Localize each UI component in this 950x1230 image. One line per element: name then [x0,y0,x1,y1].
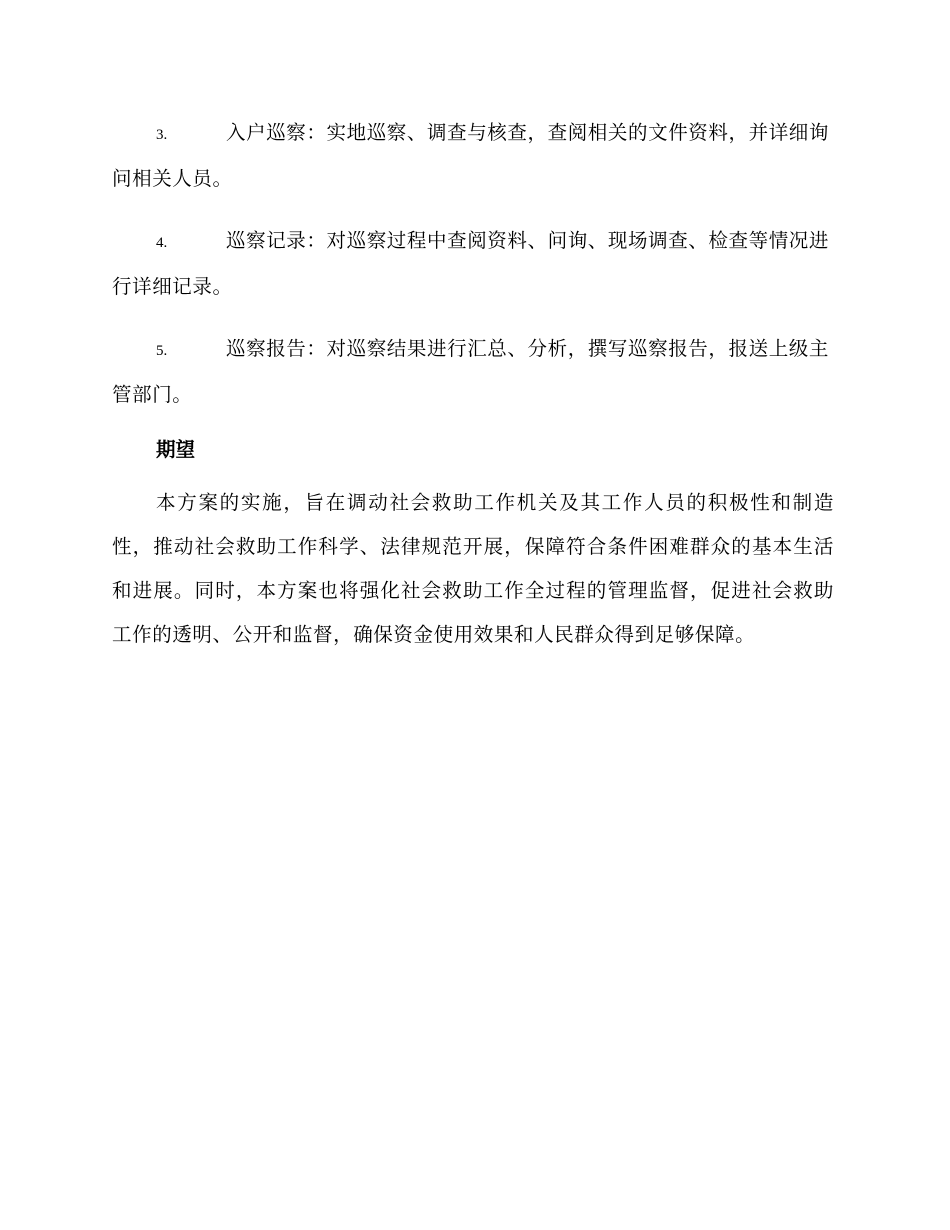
list-item-3 [112,111,834,201]
document-body [112,111,834,657]
list-text: 巡察记录：对巡察过程中查阅资料、问询、现场调查、检查等情况进行详细记录。 [112,229,830,298]
list-number: 5. [156,343,168,359]
section-heading: 期望 [156,438,196,461]
list-text: 巡察报告：对巡察结果进行汇总、分析，撰写巡察报告，报送上级主管部门。 [112,337,830,406]
list-text: 入户巡察：实地巡察、调查与核查，查阅相关的文件资料，并详细询问相关人员。 [112,121,830,190]
list-item-5 [112,327,834,417]
list-number: 4. [156,235,168,251]
section-paragraph: 本方案的实施，旨在调动社会救助工作机关及其工作人员的积极性和制造性，推动社会救助工作科学、法律规范开展，保障符合条件困难群众的基本生活和进展。同时，本方案也将强化社会救助工作全过程的管理监督，促进社会救助工作的透明、公开和监督，确保资金使用效果和人民群众得到足够保障。 [112,491,834,646]
list-number: 3. [156,127,168,143]
list-item-4 [112,219,834,309]
